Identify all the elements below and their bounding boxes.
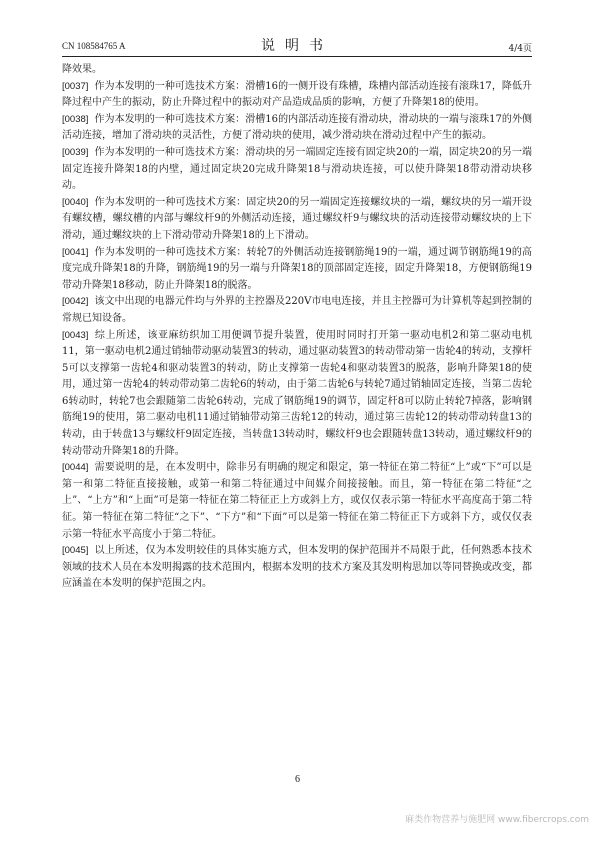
paragraph-number: [0042] <box>62 296 89 308</box>
watermark-text: 麻类作物营养与施肥网 www.fibercrops.com <box>405 815 589 825</box>
document-title: 说明书 <box>261 38 333 54</box>
paragraph-number: [0037] <box>62 80 89 92</box>
paragraph-number: [0043] <box>62 329 89 341</box>
paragraph-text: 作为本发明的一种可选技术方案：滑动块的另一端固定连接有固定块20的一端，固定块20的另一端固定连接升降架18的内壁，通过固定块20完成升降架18与滑动块连接，可以使升降架18带动滑动块移动。 <box>62 146 532 192</box>
page-count: 4/4页 <box>508 44 532 54</box>
paragraph-text: 降效果。 <box>62 64 102 75</box>
paragraph-number: [0039] <box>62 146 89 158</box>
paragraph-number: [0038] <box>62 113 89 125</box>
paragraph-number: [0040] <box>62 196 89 208</box>
paragraph-text: 需要说明的是，在本发明中，除非另有明确的规定和限定，第一特征在第二特征“上”或“下”可以是第一和第二特征直接接触，或第一和第二特征通过中间媒介间接接触。而且，第一特征在第二特征“之上”、“上方”和“上面”可是第一特征在第二特征正上方或斜上方，或仅仅表示第一特征水平高度高于第二特征。第一特征在第二特征“之下”、“下方”和“下面”可以是第一特征在第二特征正下方或斜下方，或仅仅表示第一特征水平高度小于第二特征。 <box>62 462 532 540</box>
paragraph-text: 作为本发明的一种可选技术方案：滑槽16的内部活动连接有滑动块，滑动块的一端与滚珠17的外侧活动连接，增加了滑动块的灵活性，方便了滑动块的使用，减少滑动块在滑动过程中产生的振动。 <box>62 113 532 142</box>
paragraph-text: 作为本发明的一种可选技术方案：滑槽16的一侧开设有珠槽，珠槽内部活动连接有滚珠17，降低升降过程中产生的振动，防止升降过程中的振动对产品造成品质的影响，方便了升降架18的使用。 <box>62 80 532 109</box>
paragraph-number: [0041] <box>62 246 89 258</box>
paragraph-text: 作为本发明的一种可选技术方案：转轮7的外侧活动连接钢筋绳19的一端，通过调节钢筋绳19的高度完成升降架18的升降，钢筋绳19的另一端与升降架18的顶部固定连接，固定升降架18，方便钢筋绳19带动升降架18移动，防止升降架18的脱落。 <box>62 246 532 291</box>
body-text <box>62 62 532 593</box>
paragraph-0042 <box>62 294 532 327</box>
paragraph-0045 <box>62 543 532 593</box>
header-rule <box>62 56 532 57</box>
paragraph-0038 <box>62 112 532 145</box>
paragraph-text: 以上所述，仅为本发明较佳的具体实施方式，但本发明的保护范围并不局限于此，任何熟悉本技术领域的技术人员在本发明揭露的技术范围内，根据本发明的技术方案及其发明构思加以等同替换或改变，都应涵盖在本发明的保护范围之内。 <box>62 545 532 590</box>
paragraph-0040 <box>62 195 532 245</box>
paragraph-0041 <box>62 245 532 295</box>
paragraph-number: [0044] <box>62 462 89 474</box>
page-header <box>62 32 532 54</box>
paragraph-text: 该文中出现的电器元件均与外界的主控器及220V市电电连接，并且主控器可为计算机等起到控制的常规已知设备。 <box>62 296 532 324</box>
publication-number: CN 108584765 A <box>62 41 126 51</box>
paragraph-0037 <box>62 79 532 112</box>
paragraph-number: [0045] <box>62 545 89 557</box>
paragraph-0044 <box>62 460 532 543</box>
paragraph-text: 综上所述，该亚麻纺织加工用便调节提升装置，使用时同时打开第一驱动电机2和第二驱动电机11，第一驱动电机2通过销轴带动驱动装置3的转动，通过驱动装置3的转动带动第一齿轮4的转动，支撑杆5可以支撑第一齿轮4和驱动装置3的转动，防止支撑第一齿轮4和驱动装置3的脱落，影响升降架18的使用，通过第一齿轮4的转动带动第二齿轮6的转动，由于第二齿轮6与转轮7通过销轴固定连接，当第二齿轮6转动时，转轮7也会跟随第二齿轮6转动，完成了钢筋绳19的调节，固定杆8可以防止转轮7掉落，影响钢筋绳19的使用，第二驱动电机11通过销轴带动第三齿轮12的转动，通过第三齿轮12的转动带动转盘13的转动，由于转盘13与螺纹杆9固定连接，当转盘13转动时，螺纹杆9也会跟随转盘13转动，通过螺纹杆9的转动带动升降架18的升降。 <box>62 329 532 457</box>
paragraph-0039 <box>62 145 532 195</box>
paragraph-continuation <box>62 62 532 79</box>
page-number: 6 <box>295 774 300 785</box>
paragraph-0043 <box>62 328 532 461</box>
paragraph-text: 作为本发明的一种可选技术方案：固定块20的另一端固定连接螺纹块的一端，螺纹块的另一端开设有螺纹槽，螺纹槽的内部与螺纹杆9的外侧活动连接，通过螺纹杆9与螺纹块的活动连接带动螺纹块的上下滑动，通过螺纹块的上下滑动带动升降架18的上下滑动。 <box>62 196 532 241</box>
